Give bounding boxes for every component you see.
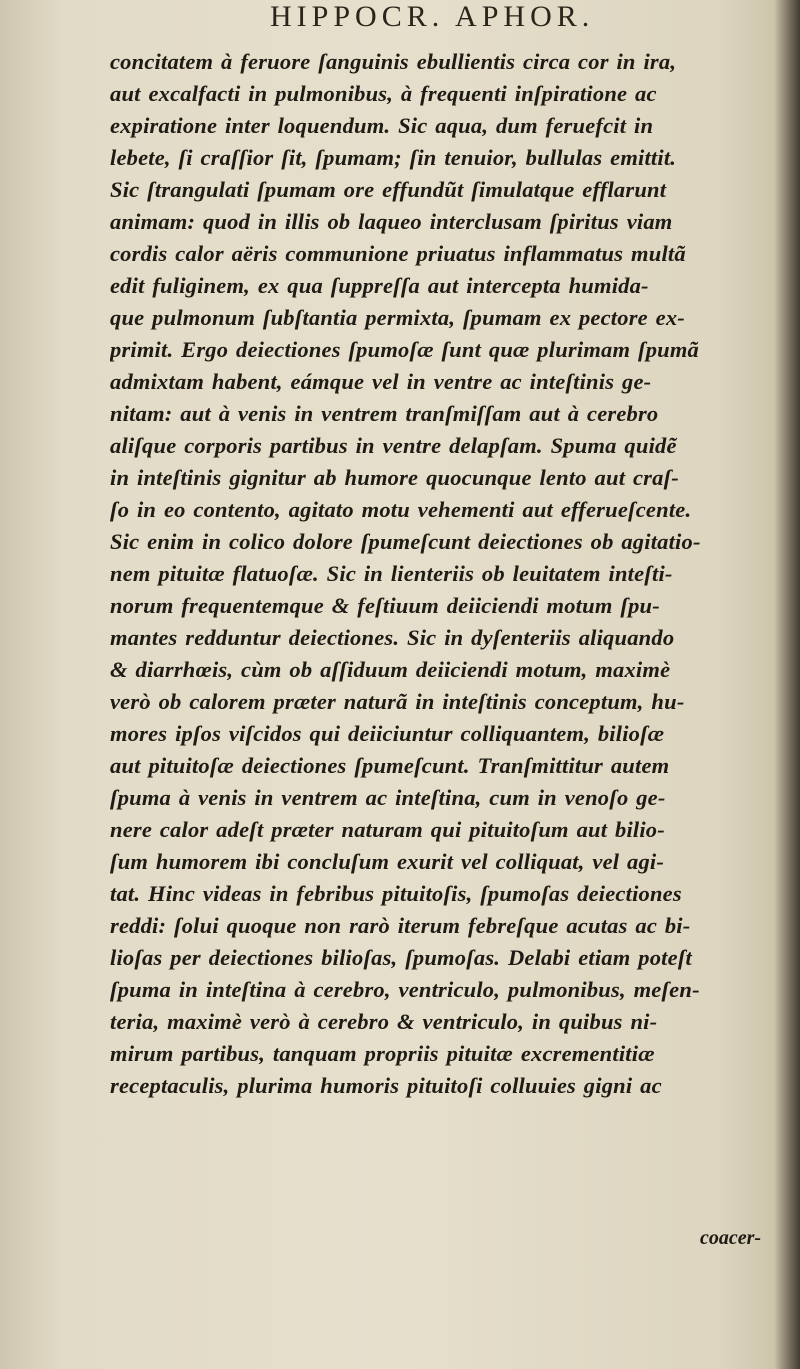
text-line: verò ob calorem præter naturã in inteſtinis conceptum, hu- [110,689,685,714]
text-line: receptaculis, plurima humoris pituitoſi colluuies gigni ac [110,1073,662,1098]
text-line: animam: quod in illis ob laqueo interclusam ſpiritus viam [110,209,673,234]
text-line: ſpuma à venis in ventrem ac inteſtina, cum in venoſo ge- [110,785,666,810]
text-line: ſum humorem ibi concluſum exurit vel colliquat, vel agi- [110,849,665,874]
catchword: coacer- [700,1227,762,1249]
body-text [110,46,795,1102]
text-line: aut pituitoſæ deiectiones ſpumeſcunt. Tranſmittitur autem [110,753,670,778]
text-line: mantes redduntur deiectiones. Sic in dyſenteriis aliquando [110,625,675,650]
text-line: lioſas per deiectiones bilioſas, ſpumoſas. Delabi etiam poteſt [110,945,692,970]
text-line: in inteſtinis gignitur ab humore quocunque lento aut craſ- [110,465,679,490]
text-line: nere calor adeſt præter naturam qui pituitoſum aut bilio- [110,817,665,842]
text-line: reddi: ſolui quoque non rarò iterum febreſque acutas ac bi- [110,913,691,938]
text-line: admixtam habent, eámque vel in ventre ac inteſtinis ge- [110,369,652,394]
text-line: primit. Ergo deiectiones ſpumoſæ ſunt quæ plurimam ſpumã [110,337,700,362]
text-line: que pulmonum ſubſtantia permixta, ſpumam ex pectore ex- [110,305,685,330]
text-line: cordis calor aëris communione priuatus inflammatus multã [110,241,686,266]
text-line: & diarrhœis, cùm ob aſſiduum deiiciendi motum, maximè [110,657,671,682]
text-line: aut excalfacti in pulmonibus, à frequenti inſpiratione ac [110,81,657,106]
running-head: HIPPOCR. APHOR. [270,0,595,33]
text-line: tat. Hinc videas in febribus pituitoſis, ſpumoſas deiectiones [110,881,682,906]
text-line: mores ipſos viſcidos qui deiiciuntur colliquantem, bilioſæ [110,721,665,746]
text-line: aliſque corporis partibus in ventre delapſam. Spuma quidẽ [110,433,677,458]
text-line: expiratione inter loquendum. Sic aqua, dum feruefcit in [110,113,654,138]
text-line: edit fuliginem, ex qua ſuppreſſa aut intercepta humida- [110,273,649,298]
text-line: teria, maximè verò à cerebro & ventriculo, in quibus ni- [110,1009,658,1034]
text-line: Sic enim in colico dolore ſpumeſcunt deiectiones ob agitatio- [110,529,701,554]
text-line: norum frequentemque & feſtiuum deiiciendi motum ſpu- [110,593,660,618]
text-line: concitatem à feruore ſanguinis ebullientis circa cor in ira, [110,49,677,74]
text-line: mirum partibus, tanquam propriis pituitæ excrementitiæ [110,1041,655,1066]
text-line: nitam: aut à venis in ventrem tranſmiſſam aut à cerebro [110,401,659,426]
text-line: Sic ſtrangulati ſpumam ore effundũt ſimulatque efflarunt [110,177,667,202]
text-line: ſpuma in inteſtina à cerebro, ventriculo, pulmonibus, meſen- [110,977,700,1002]
text-line: lebete, ſi craſſior ſit, ſpumam; ſin tenuior, bullulas emittit. [110,145,677,170]
text-line: ſo in eo contento, agitato motu vehementi aut efferueſcente. [110,497,692,522]
text-line: nem pituitæ flatuoſæ. Sic in lienteriis ob leuitatem inteſti- [110,561,673,586]
